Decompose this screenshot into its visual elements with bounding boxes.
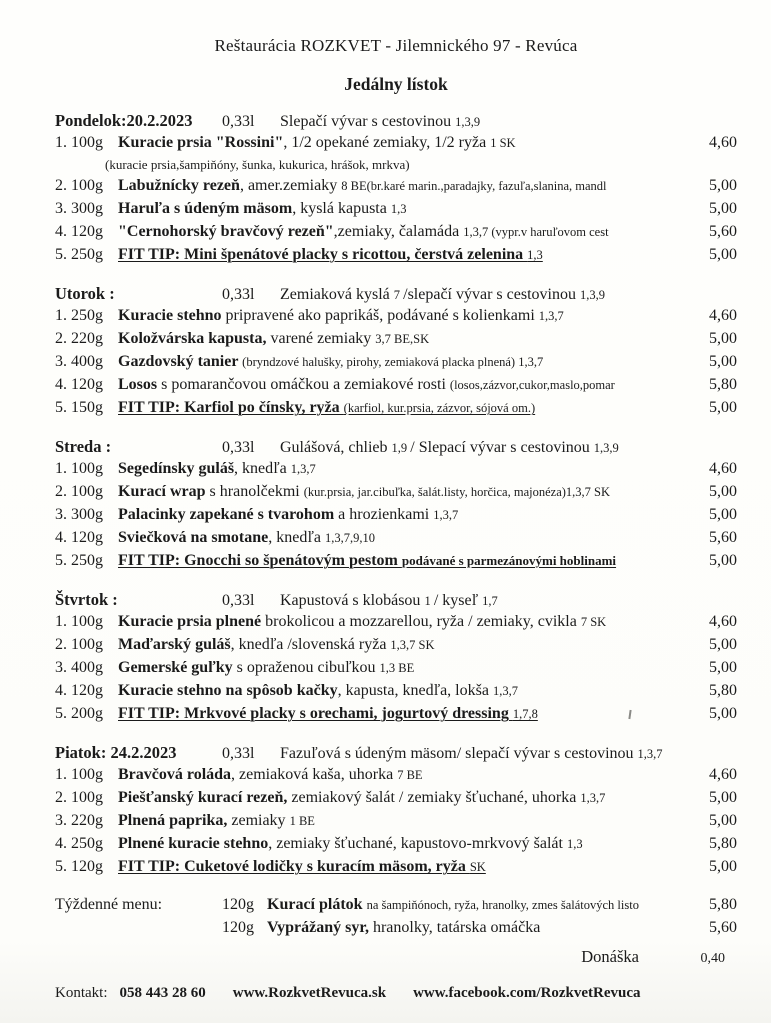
item-text [118,529,691,547]
day-label: Streda : [55,437,112,456]
menu-item [55,789,737,812]
item-weight: 100g [71,460,103,477]
text-run: (kur.prsia, jar.cibuľka, šalát.listy, horčica, majonéza)1,3,7 SK [303,485,611,499]
text-run: FIT TIP: Mini špenátové placky s ricottou, čerstvá zelenina [118,246,528,263]
day-section [55,590,737,728]
item-weight: 100g [71,789,103,806]
item-text [118,376,691,394]
item-price: 5,00 [709,330,737,347]
item-weight: 100g [71,134,103,151]
item-number: 5. [55,552,67,569]
item-weight: 100g [71,177,103,194]
item-prefix [55,789,118,807]
menu-item [55,766,737,789]
item-price: 5,00 [709,659,737,676]
item-price: 4,60 [709,460,737,477]
item-price: 5,80 [709,682,737,699]
item-weight: 150g [71,399,103,416]
item-prefix [55,223,118,241]
item-price: 4,60 [709,307,737,324]
text-run: 1,3 [390,202,407,216]
text-run: 1,7 [482,594,498,608]
text-run: Kuracie stehno [118,307,222,324]
fit-tip-underline [118,552,616,569]
fit-tip-underline [118,858,486,875]
item-weight: 250g [71,552,103,569]
contact-phone: 058 443 28 60 [119,985,206,1001]
item-price: 5,00 [709,483,737,500]
item-number: 4. [55,376,67,393]
text-run: Vyprážaný syr, [267,919,369,936]
item-weight: 250g [71,246,103,263]
item-price: 4,60 [709,766,737,783]
delivery-label: Donáška [581,947,639,966]
item-price: 5,80 [709,835,737,852]
item-text [118,789,691,807]
day-label: Štvrtok : [55,590,118,609]
soup-volume: 0,33l [222,286,255,303]
menu-item [55,246,737,269]
item-weight: 100g [71,483,103,500]
weekly-menu-item [55,919,737,942]
text-run: Labužnícky rezeň [118,177,240,194]
text-run: zemiaky [227,812,290,829]
item-number: 4. [55,682,67,699]
item-text [118,353,691,371]
item-number: 4. [55,223,67,240]
menu-item [55,506,737,529]
item-weight: 100g [71,766,103,783]
text-run: 1,7,8 [512,707,538,721]
item-price: 5,00 [709,200,737,217]
item-ingredients-note [55,157,737,177]
text-run: 3,7 BE,SK [375,332,430,346]
menu-item [55,307,737,330]
menu-item [55,376,737,399]
text-run: 1,3,7 (vypr.v haruľovom cest [463,225,609,239]
item-price: 5,00 [709,552,737,569]
item-text [118,766,691,784]
text-run: varené zemiaky [266,330,376,347]
item-weight: 120g [71,529,103,546]
text-run: Maďarský guláš [118,636,231,653]
soup-description [280,745,737,763]
menu-item [55,636,737,659]
menu-item [55,682,737,705]
menu-item [55,483,737,506]
item-text [118,246,691,264]
item-number: 2. [55,789,67,806]
item-text [118,307,691,325]
item-prefix [55,613,118,631]
contact-row [55,985,737,1002]
item-weight: 400g [71,353,103,370]
item-number: 5. [55,246,67,263]
item-text [118,682,691,700]
text-run: 1 [424,594,434,608]
item-price: 5,00 [709,636,737,653]
item-price: 5,00 [709,789,737,806]
weekly-menu-item [55,896,737,919]
item-text [118,659,691,677]
text-run: Kurací plátok [267,896,367,913]
item-weight: 300g [71,506,103,523]
text-run: Losos [118,376,158,393]
text-run: Koložvárska kapusta, [118,330,267,347]
text-run: / kyseľ [433,592,483,609]
menu-item [55,705,737,728]
item-price: 5,80 [709,896,737,913]
text-run: 7 SK [580,615,607,629]
item-number: 1. [55,766,67,783]
text-run: 1,3,7 [580,791,606,805]
item-weight: 300g [71,200,103,217]
item-number: 3. [55,353,67,370]
text-run: , zemiaky šťuchané, kapustovo-mrkvový šalát [268,835,567,852]
text-run: SK [469,860,486,874]
item-price: 5,00 [709,506,737,523]
menu-item [55,835,737,858]
item-prefix [55,766,118,784]
text-run: , kapusta, knedľa, lokša [337,682,493,699]
text-run: Gazdovský tanier [118,353,243,370]
menu-item [55,659,737,682]
soup-description [280,439,737,457]
day-header [55,437,737,460]
item-number: 2. [55,636,67,653]
item-text [267,919,691,937]
item-text [118,835,691,853]
text-run: , amer.zemiaky [239,177,342,194]
item-weight: 120g [222,919,254,936]
item-text [118,812,691,830]
item-prefix [55,483,118,501]
text-run: Plnená paprika, [118,812,228,829]
day-section [55,743,737,881]
menu-title: Jedálny lístok [344,74,448,94]
item-weight: 120g [71,858,103,875]
item-number: 1. [55,307,67,324]
item-number: 3. [55,659,67,676]
item-number: 1. [55,134,67,151]
text-run: Segedínsky guláš [118,460,235,477]
item-weight: 120g [71,376,103,393]
item-prefix [55,812,118,830]
text-run: (losos,zázvor,cukor,maslo,pomar [449,378,615,392]
day-label: Utorok : [55,284,115,303]
day-label: Pondelok:20.2.2023 [55,111,193,130]
item-prefix [55,529,118,547]
text-run: 1,3,7 [637,747,663,761]
days-container [55,111,737,881]
text-run: , knedľa [234,460,291,477]
soup-description [280,113,737,131]
item-number: 3. [55,506,67,523]
day-header [55,743,737,766]
text-run: 1,3,7 [538,309,564,323]
item-price: 5,60 [709,919,737,936]
item-number: 3. [55,812,67,829]
text-run: Kuracie prsia plnené [118,613,262,630]
text-run: Kapustová s klobásou [280,592,425,609]
fit-tip-underline [118,246,543,263]
text-run: ,zemiaky, čalamáda [333,223,464,240]
text-run: FIT TIP: Karfiol po čínsky, ryža [118,399,344,416]
text-run: Kuracie stehno na spôsob kačky [118,682,338,699]
item-text [118,636,691,654]
item-weight: 100g [71,613,103,630]
contact-label: Kontakt: [55,985,108,1001]
day-section [55,284,737,422]
text-run: Plnené kuracie stehno [118,835,269,852]
item-prefix [55,307,118,325]
text-run: 7 BE [397,768,423,782]
menu-item [55,353,737,376]
item-text [118,177,691,195]
text-run: Gemerské guľky [118,659,233,676]
item-text [118,200,691,218]
item-price: 5,60 [709,223,737,240]
text-run: , 1/2 opekané zemiaky, 1/2 ryža [283,134,491,151]
item-price: 4,60 [709,613,737,630]
text-run: /slepačí vývar s cestovinou [403,286,580,303]
text-run: 1,3,7 SK [390,638,435,652]
weekly-menu [55,896,737,942]
text-run: Palacinky zapekané s tvarohom [118,506,335,523]
item-number: 2. [55,330,67,347]
item-weight: 120g [71,223,103,240]
item-number: 2. [55,483,67,500]
text-run: brokolicou a mozzarellou, ryža / zemiaky, cvikla [261,613,581,630]
item-weight: 400g [71,659,103,676]
item-number: 5. [55,705,67,722]
item-text [118,223,691,241]
item-prefix [55,682,118,700]
item-prefix [55,705,118,723]
item-prefix [55,636,118,654]
menu-item [55,613,737,636]
item-text [118,705,691,723]
day-section [55,437,737,575]
text-run: FIT TIP: Cuketové lodičky s kuracím mäsom, ryža [118,858,470,875]
text-run: , kyslá kapusta [292,200,391,217]
delivery-price: 0,40 [700,951,725,966]
text-run: , knedľa /slovenská ryža [230,636,391,653]
text-run: 1,3,9 [579,288,605,302]
item-number: 4. [55,835,67,852]
item-text [118,506,691,524]
item-number: 1. [55,460,67,477]
text-run: Bravčová roláda [118,766,232,783]
text-run: 1,3,9 [455,115,481,129]
item-price: 4,60 [709,134,737,151]
text-run: FIT TIP: Gnocchi so špenátovým pestom [118,552,402,569]
text-run: 1,3,7 [492,684,518,698]
text-run: 1 BE [289,814,315,828]
day-header [55,590,737,613]
menu-item [55,460,737,483]
text-run: zemiakový šalát / zemiaky šťuchané, uhorka [287,789,581,806]
item-weight: 200g [71,705,103,722]
weekly-menu-label: Týždenné menu: [55,896,163,913]
item-price: 5,00 [709,399,737,416]
soup-volume: 0,33l [222,745,255,762]
text-run: / Slepací vývar s cestovinou [410,439,594,456]
item-weight: 100g [71,636,103,653]
item-text [118,613,691,631]
item-prefix [55,134,118,152]
item-text [118,483,691,501]
text-run: Kuracie prsia "Rossini" [118,134,284,151]
day-header [55,284,737,307]
item-prefix [55,552,118,570]
item-prefix [55,330,118,348]
item-number: 3. [55,200,67,217]
text-run: Zemiaková kyslá [280,286,394,303]
item-price: 5,00 [709,246,737,263]
item-prefix [55,246,118,264]
text-run: (bryndzové halušky, pirohy, zemiaková placka plnená) 1,3,7 [242,355,544,369]
item-number: 5. [55,858,67,875]
text-run: 1 SK [490,136,516,150]
item-weight: 120g [71,682,103,699]
text-run: FIT TIP: Mrkvové placky s orechami, jogurtový dressing [118,705,513,722]
item-price: 5,00 [709,353,737,370]
text-run: Kurací wrap [118,483,206,500]
item-text [118,552,691,570]
soup-volume: 0,33l [222,592,255,609]
menu-item [55,134,737,157]
text-run: na šampiňónoch, ryža, hranolky, zmes šalátových listo [366,898,639,912]
contact-facebook: www.facebook.com/RozkvetRevuca [413,985,641,1001]
menu-item [55,812,737,835]
item-price: 5,00 [709,705,737,722]
menu-item [55,200,737,223]
menu-item [55,177,737,200]
soup-volume: 0,33l [222,113,255,130]
text-run: 1,3,7 [433,508,459,522]
item-price: 5,00 [709,812,737,829]
item-prefix [55,835,118,853]
text-run: podávané s parmezánovými hoblinami [401,553,617,568]
item-text [118,330,691,348]
text-run: 1,3,7,9,10 [324,531,375,545]
text-run: "Cernohorský bravčový rezeň" [118,223,334,240]
restaurant-title: Reštaurácia ROZKVET - Jilemnického 97 - Revúca [214,36,578,55]
item-price: 5,00 [709,858,737,875]
text-run: (karfiol, kur.prsia, zázvor, sójová om.) [343,401,536,415]
text-run: Gulášová, chlieb [280,439,392,456]
menu-item [55,529,737,552]
item-text [118,460,691,478]
fit-tip-underline [118,705,538,722]
text-run: s opraženou cibuľkou [232,659,380,676]
soup-description [280,592,737,610]
text-run: 1,9 [391,441,411,455]
item-prefix [55,460,118,478]
day-header [55,111,737,134]
menu-item [55,223,737,246]
text-run: a hrozienkami [334,506,434,523]
text-run: 1,3 [527,248,543,262]
item-prefix [55,177,118,195]
menu-item [55,858,737,881]
item-text [118,858,691,876]
item-text [118,399,691,417]
text-run: , zemiaková kaša, uhorka [231,766,398,783]
text-run: pripravené ako paprikáš, podávané s kolienkami [221,307,539,324]
text-run: 7 [393,288,404,302]
text-run: 1,3 BE [379,661,415,675]
item-prefix [55,858,118,876]
item-weight: 120g [222,896,254,913]
text-run: (kuracie prsia,šampiňóny, šunka, kukurica, hrášok, mrkva) [105,157,410,172]
text-run: s hranolčekmi [205,483,304,500]
item-prefix [55,200,118,218]
fit-tip-underline [118,399,535,416]
item-text [118,134,691,152]
soup-volume: 0,33l [222,439,255,456]
item-prefix [55,353,118,371]
item-prefix [55,399,118,417]
item-number: 4. [55,529,67,546]
menu-item [55,399,737,422]
item-weight: 220g [71,812,103,829]
text-run: 1,3 [566,837,583,851]
item-weight: 250g [71,307,103,324]
text-run: Piešťanský kurací rezeň, [118,789,288,806]
text-run: Haruľa s údeným mäsom [118,200,293,217]
item-weight: 250g [71,835,103,852]
menu-item [55,330,737,353]
day-section [55,111,737,269]
item-number: 1. [55,613,67,630]
item-weight: 220g [71,330,103,347]
text-run: , knedľa [268,529,325,546]
item-price: 5,60 [709,529,737,546]
item-number: 5. [55,399,67,416]
text-run: hranolky, tatárska omáčka [368,919,541,936]
item-text [267,896,691,914]
item-price: 5,00 [709,177,737,194]
text-run: Slepačí vývar s cestovinou [280,113,456,130]
text-run: Sviečková na smotane [118,529,269,546]
item-prefix [55,659,118,677]
menu-item [55,552,737,575]
soup-description [280,286,737,304]
item-prefix [55,376,118,394]
text-run: 1,3,9 [593,441,619,455]
item-number: 2. [55,177,67,194]
text-run: 1,3,7 [290,462,316,476]
text-run: 8 BE(br.karé marin.,paradajky, fazuľa,slanina, mandl [341,179,607,193]
item-price: 5,80 [709,376,737,393]
item-prefix [55,506,118,524]
contact-website: www.RozkvetRevuca.sk [232,985,387,1001]
delivery-row [55,947,737,970]
day-label: Piatok: 24.2.2023 [55,743,177,762]
text-run: Fazuľová s údeným mäsom/ slepačí vývar s cestovinou [280,745,638,762]
text-run: s pomarančovou omáčkou a zemiakové rosti [157,376,450,393]
